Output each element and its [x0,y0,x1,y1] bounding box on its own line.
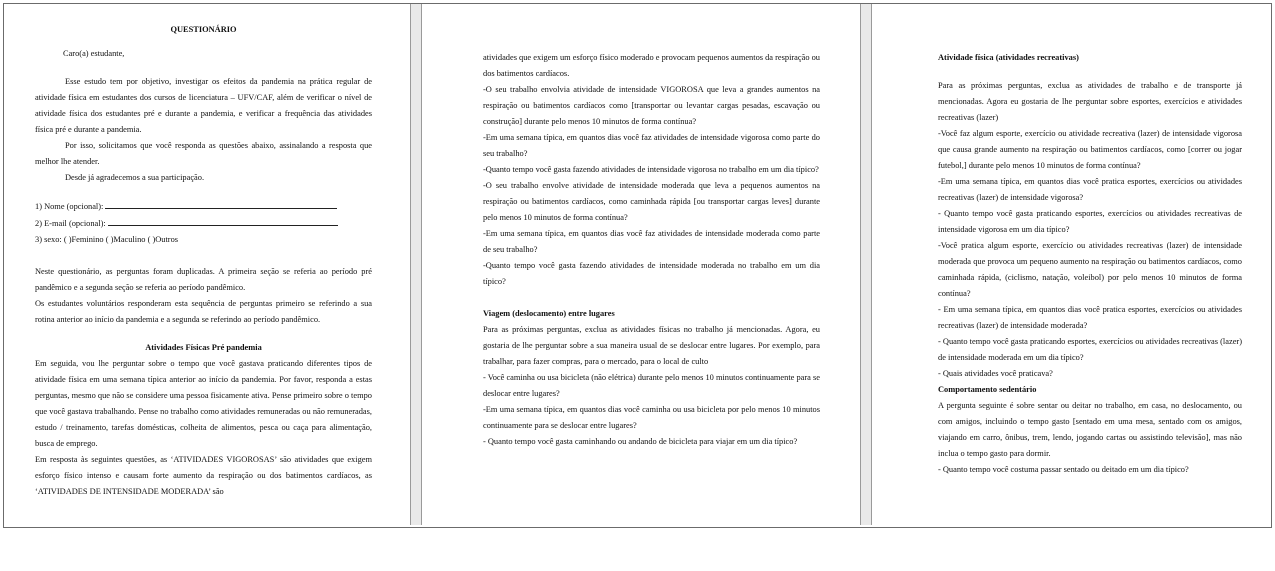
page-2 [483,4,820,571]
question: -O seu trabalho envolvia atividade de intensidade VIGOROSA que leva a grandes aumentos na respiração ou batimentos cardíacos como [transportar ou levantar cargas pesadas, escavação ou construção] durante pelo menos 10 minutos de forma contínua? [483,85,820,126]
section-paragraph: Para as próximas perguntas, exclua as atividades de trabalho e de transporte já mencionadas. Agora eu gostaria de lhe perguntar sobre esportes, exercícios e atividades recreativas (lazer) [938,81,1242,122]
section-paragraph: Para as próximas perguntas, exclua as atividades físicas no trabalho já mencionadas. Agora, eu gostaria de lhe perguntar sobre a sua maneira usual de se deslocar entre lugares. Por exemplo, para trabalhar, para fazer compras, para o mercado, para o local de culto [483,325,820,366]
question: - Quanto tempo você gasta praticando esportes, exercícios ou atividades recreativas de intensidade vigorosa em um dia típico? [938,209,1242,234]
page-title: QUESTIONÁRIO [170,25,237,34]
email-field: 2) E-mail (opcional): [35,215,372,232]
sex-field: 3) sexo: ( )Feminino ( )Maculino ( )Outros [35,235,179,244]
intro-paragraph: Por isso, solicitamos que você responda as questões abaixo, assinalando a resposta que melhor lhe atender. [35,141,372,166]
question: -O seu trabalho envolve atividade de intensidade moderada que leva a pequenos aumentos na respiração ou batimentos cardíacos, como caminhada rápida [ou transportar cargas leves] durante pelo menos 10 minutos de forma contínua? [483,181,820,222]
question: - Quanto tempo você gasta caminhando ou andando de bicicleta para viajar em um dia típico? [483,437,798,446]
question: -Você pratica algum esporte, exercício ou atividades recreativas (lazer) de intensidade moderada que provoca um pequeno aumento na respiração ou batimentos cardíacos, como caminhada rápida, (ciclismo, natação, voleibol) por pelo menos 10 minutos de forma contínua? [938,241,1242,298]
intro-paragraph: Desde já agradecemos a sua participação. [65,173,205,182]
question: -Você faz algum esporte, exercício ou atividade recreativa (lazer) de intensidade vigorosa que causa grande aumento na respiração ou batimentos cardíacos, como [correr ou jogar futebol,] durante pelo menos 10 minutos de forma contínua? [938,129,1242,170]
page-3 [938,4,1242,571]
continued-paragraph: atividades que exigem um esforço físico moderado e provocam pequenos aumentos da respiração ou dos batimentos cardíacos. [483,53,820,78]
question: - Quanto tempo você costuma passar sentado ou deitado em um dia típico? [938,465,1189,474]
note-paragraph: Os estudantes voluntários responderam esta sequência de perguntas primeiro se referindo a sua rotina anterior ao início da pandemia e a segunda se referindo ao período pandêmico. [35,299,372,324]
page-1 [35,4,372,525]
section-paragraph: A pergunta seguinte é sobre sentar ou deitar no trabalho, em casa, no deslocamento, ou com amigos, incluindo o tempo gasto [sentado em uma mesa, sentado com os amigos, viajando em carro, ônibus, trem, lendo, jogando cartas ou assistindo televisão], mas não inclua o tempo gasto para dormir. [938,401,1242,458]
section-title: Comportamento sedentário [938,385,1037,394]
page-gap [410,4,422,525]
section-title: Atividades Físicas Pré pandemia [145,343,262,352]
question: - Você caminha ou usa bicicleta (não elétrica) durante pelo menos 10 minutos continuamente para se deslocar entre lugares? [483,373,820,398]
greeting: Caro(a) estudante, [63,49,125,58]
note-paragraph: Neste questionário, as perguntas foram duplicadas. A primeira seção se referia ao período pré pandêmico e a segunda seção se referia ao período pandêmico. [35,267,372,292]
email-blank [108,215,338,226]
question: -Em uma semana típica, em quantos dias você faz atividades de intensidade vigorosa como parte do seu trabalho? [483,133,820,158]
section-paragraph: Em resposta às seguintes questões, as ‘ATIVIDADES VIGOROSAS’ são atividades que exigem esforço físico intenso e causam forte aumento da respiração ou dos batimentos cardíacos, as ‘ATIVIDADES DE INTENSIDADE MODERADA’ são [35,455,372,496]
question: -Quanto tempo você gasta fazendo atividades de intensidade vigorosa no trabalho em um dia típico? [483,165,819,174]
intro-paragraph: Esse estudo tem por objetivo, investigar os efeitos da pandemia na prática regular de atividade física em estudantes dos cursos de licenciatura – UFV/CAF, além de verificar o nível de atividade física dos estudantes pré e durante a pandemia, e verificar a frequência das atividades física pré e durante a pandemia. [35,77,372,134]
name-blank [105,198,337,209]
question: - Em uma semana típica, em quantos dias você pratica esportes, exercícios ou atividades recreativas (lazer) de intensidade moderada? [938,305,1242,330]
question: - Quais atividades você praticava? [938,369,1053,378]
section-title: Atividade física (atividades recreativas) [938,53,1079,62]
page-gap [860,4,872,525]
name-field: 1) Nome (opcional): [35,198,372,215]
question: - Quanto tempo você gasta praticando esportes, exercícios ou atividades recreativas (lazer) de intensidade moderada em um dia típico? [938,337,1242,362]
section-title: Viagem (deslocamento) entre lugares [483,309,615,318]
section-paragraph: Em seguida, vou lhe perguntar sobre o tempo que você gastava praticando diferentes tipos de atividade física em uma semana típica anterior ao início da pandemia. Por favor, responda a estas perguntas, mesmo que não se considere uma pessoa fisicamente ativa. Pense primeiro sobre o tempo que você gastava trabalhando. Pense no trabalho como atividades remuneradas ou não remuneradas, estudo / treinamento, tarefas domésticas, colheita de alimentos, pesca ou caça para alimentação, busca de emprego. [35,359,372,448]
question: -Em uma semana típica, em quantos dias você faz atividades de intensidade moderada como parte de seu trabalho? [483,229,820,254]
question: -Em uma semana típica, em quantos dias você caminha ou usa bicicleta por pelo menos 10 minutos continuamente para se deslocar entre lugares? [483,405,820,430]
question: -Em uma semana típica, em quantos dias você pratica esportes, exercícios ou atividades recreativas (lazer) de intensidade vigorosa? [938,177,1242,202]
question: -Quanto tempo você gasta fazendo atividades de intensidade moderada no trabalho em um dia típico? [483,261,820,286]
